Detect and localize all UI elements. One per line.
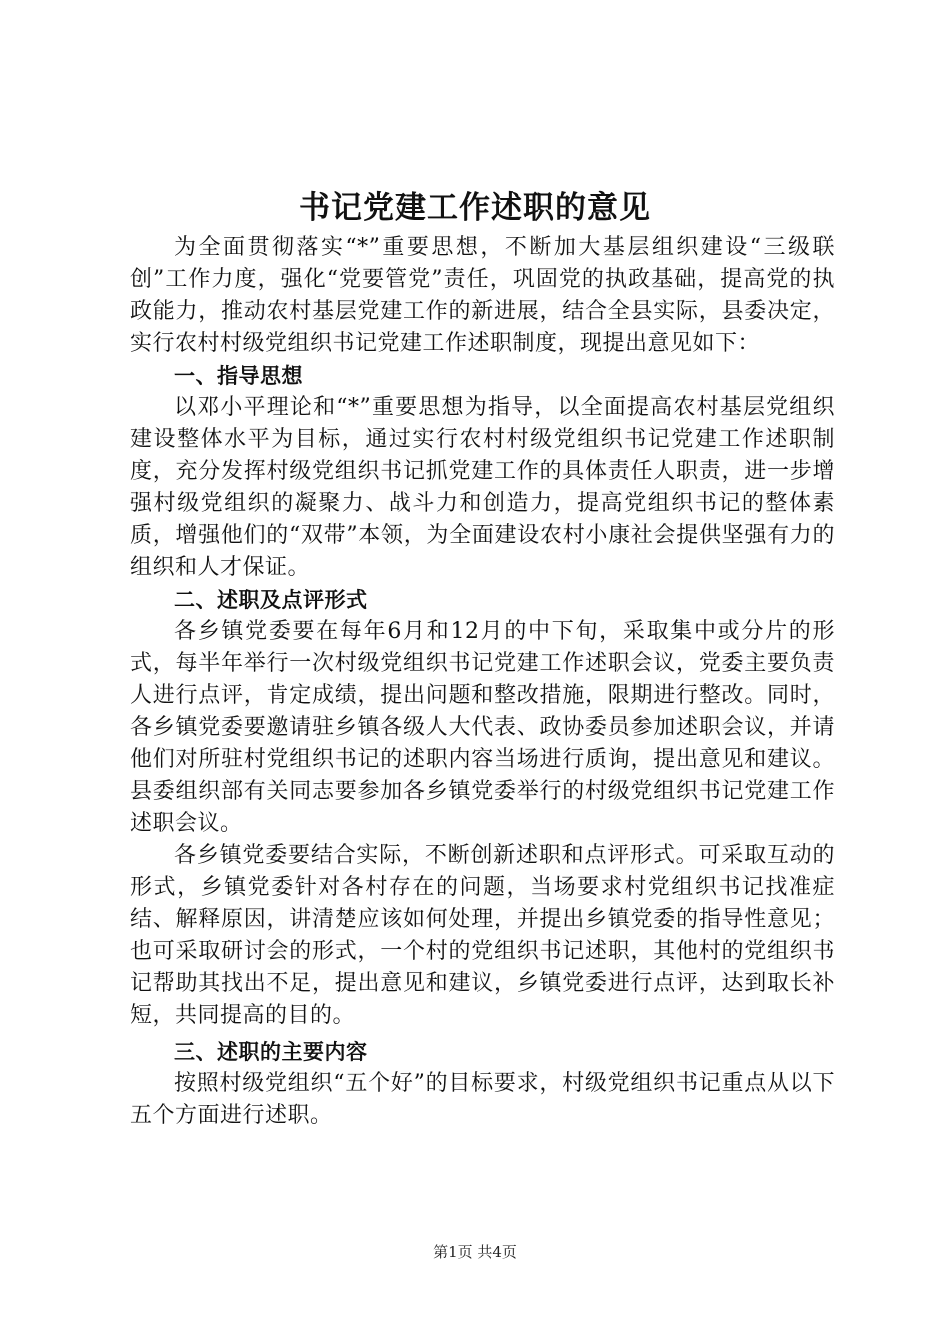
section-heading-guiding-ideology: 一、指导思想 [174,364,303,388]
page-footer: 第1页 共4页 [433,1243,517,1261]
section-paragraph: 以邓小平理论和“*”重要思想为指导，以全面提高农村基层党组织建设整体水平为目标，通过实行农村村级党组织书记党建工作述职制度，充分发挥村级党组织书记抓党建工作的具体责任人职责，进一步增强村级党组织的凝聚力、战斗力和创造力，提高党组织书记的整体素质，增强他们的“双带”本领，为全面建设农村小康社会提供坚强有力的组织和人才保证。 [130,395,835,580]
section-paragraph: 各乡镇党委要在每年6月和12月的中下旬，采取集中或分片的形式，每半年举行一次村级党组织书记党建工作述职会议，党委主要负责人进行点评，肯定成绩，提出问题和整改措施，限期进行整改。同时，各乡镇党委要邀请驻乡镇各级人大代表、政协委员参加述职会议，并请他们对所驻村党组织书记的述职内容当场进行质询，提出意见和建议。县委组织部有关同志要参加各乡镇党委举行的村级党组织书记党建工作述职会议。 [130,619,835,836]
section-paragraph: 按照村级党组织“五个好”的目标要求，村级党组织书记重点从以下五个方面进行述职。 [130,1071,835,1128]
document-body [130,232,835,1132]
document-title: 书记党建工作述职的意见 [299,190,651,226]
section-heading-main-content: 三、述职的主要内容 [174,1040,368,1064]
section-heading-report-format: 二、述职及点评形式 [174,588,368,612]
section-paragraph: 各乡镇党委要结合实际，不断创新述职和点评形式。可采取互动的形式，乡镇党委针对各村存在的问题，当场要求村党组织书记找准症结、解释原因，讲清楚应该如何处理，并提出乡镇党委的指导性意见；也可采取研讨会的形式，一个村的党组织书记述职，其他村的党组织书记帮助其找出不足，提出意见和建议，乡镇党委进行点评，达到取长补短，共同提高的目的。 [130,843,835,1028]
intro-paragraph: 为全面贯彻落实“*”重要思想，不断加大基层组织建设“三级联创”工作力度，强化“党要管党”责任，巩固党的执政基础，提高党的执政能力，推动农村基层党建工作的新进展，结合全县实际，县委决定，实行农村村级党组织书记党建工作述职制度，现提出意见如下： [130,235,835,356]
